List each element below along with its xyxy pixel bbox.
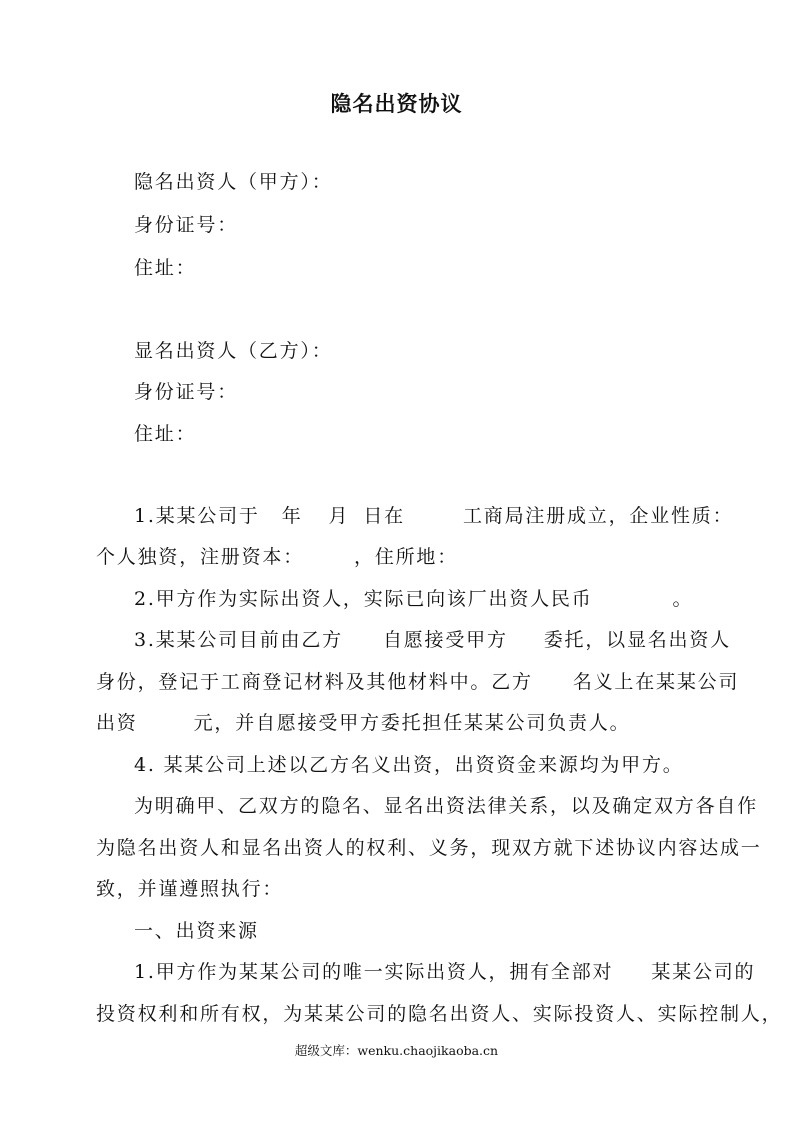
party-b-address-label: 住址：: [134, 423, 197, 445]
clause1-text: ，住所地：: [354, 546, 459, 568]
party-a-label: 隐名出资人（甲方）：: [134, 171, 333, 193]
clause3-line1: [134, 628, 731, 652]
clause1-text: 个人独资，注册资本：: [96, 546, 305, 568]
clause3-text: 自愿接受甲方: [382, 629, 508, 651]
clause3-line3: [96, 711, 630, 735]
clause3-text: 元，并自愿接受甲方委托担任某某公司负责人。: [193, 712, 631, 734]
clause1-day: 日在: [363, 505, 405, 527]
document-title: 隐名出资协议: [330, 92, 463, 116]
preamble-line: 为隐名出资人和显名出资人的权利、义务，现双方就下述协议内容达成一: [96, 837, 762, 859]
clause3-text: 委托，以显名出资人: [543, 629, 731, 651]
clause1-text: 工商局注册成立，企业性质：: [462, 505, 734, 527]
party-a-address-label: 住址：: [134, 257, 197, 279]
section-heading: 一、出资来源: [134, 920, 259, 942]
party-a-id-label: 身份证号：: [134, 214, 239, 236]
section1-text: 投资权利和所有权，为某某公司的隐名出资人、实际投资人、实际控制人，: [96, 1003, 783, 1025]
section1-line1: [134, 960, 755, 984]
clause3-text: 出资: [96, 712, 138, 734]
clause1-text: 1.某某公司于: [134, 505, 260, 527]
clause2-end: 。: [672, 588, 694, 610]
preamble-line: 致，并谨遵照执行：: [96, 878, 284, 900]
clause4-text: 4. 某某公司上述以乙方名义出资，出资资金来源均为甲方。: [134, 754, 684, 776]
party-b-id-label: 身份证号：: [134, 381, 239, 403]
section1-text: 1.甲方作为某某公司的唯一实际出资人，拥有全部对: [134, 961, 614, 983]
preamble-line: 为明确甲、乙双方的隐名、显名出资法律关系，以及确定双方各自作: [134, 795, 759, 817]
clause3-line2: [96, 670, 739, 694]
clause3-text: 3.某某公司目前由乙方: [134, 629, 343, 651]
clause2-line: [134, 587, 693, 611]
clause3-text: 名义上在某某公司: [572, 671, 740, 693]
party-b-label: 显名出资人（乙方）：: [134, 340, 333, 362]
clause1-year: 年: [281, 505, 303, 527]
clause3-text: 身份，登记于工商登记材料及其他材料中。乙方: [96, 671, 533, 693]
clause2-text: 2.甲方作为实际出资人，实际已向该厂出资人民币: [134, 588, 593, 610]
clause1-line2: [96, 545, 458, 569]
section1-text: 某某公司的: [651, 961, 756, 983]
footer-watermark: 超级文库：wenku.chaojikaoba.cn: [294, 1043, 499, 1058]
clause1-line1: [134, 504, 733, 528]
clause1-month: 月: [328, 505, 350, 527]
